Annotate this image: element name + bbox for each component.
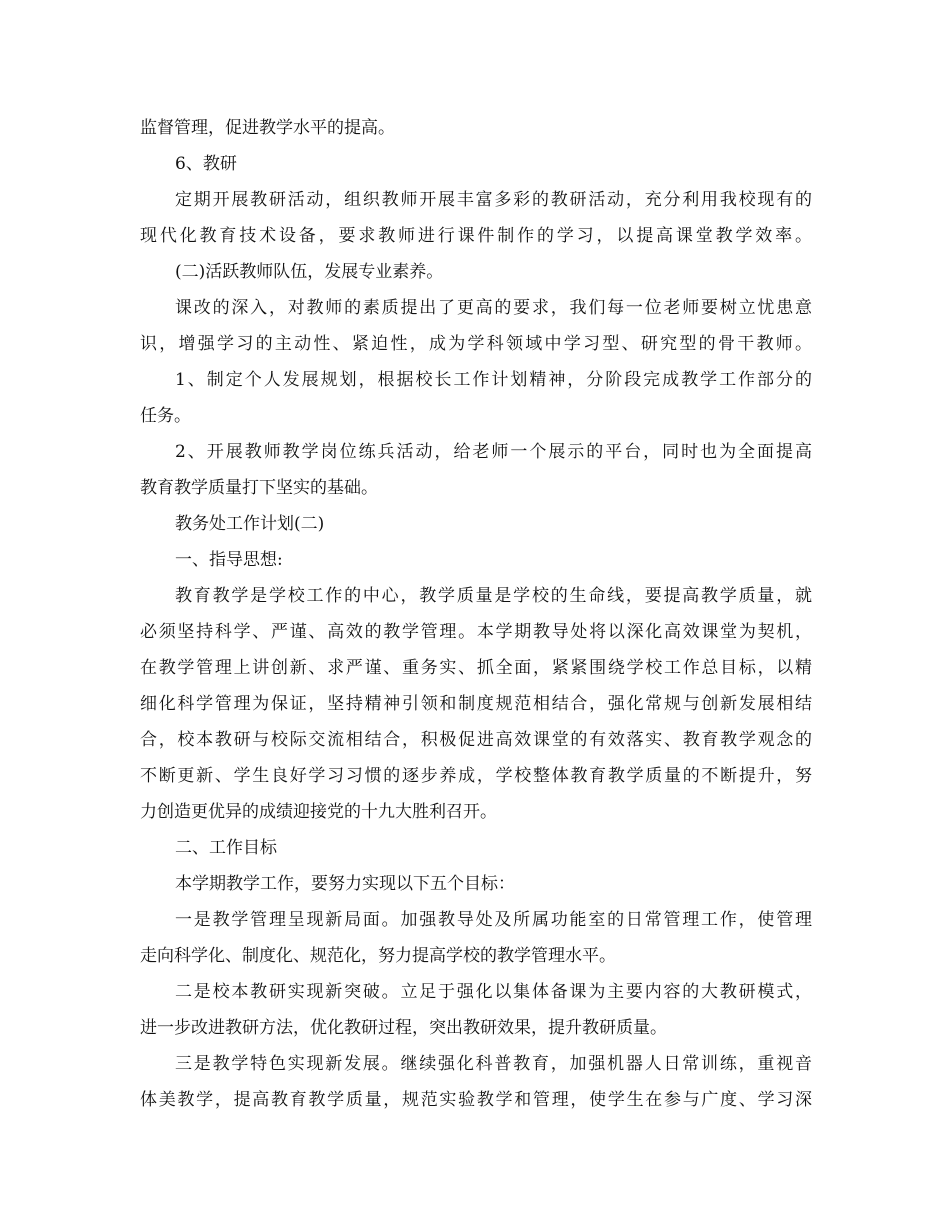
- section-heading: (二)活跃教师队伍，发展专业素养。: [175, 262, 444, 282]
- text-line: 体美教学，提高教育教学质量，规范实验教学和管理，使学生在参与广度、学习深: [140, 1090, 812, 1110]
- text-line: 监督管理，促进教学水平的提高。: [140, 118, 395, 138]
- text-line: 课改的深入，对教师的素质提出了更高的要求，我们每一位老师要树立忧患意: [175, 298, 812, 318]
- text-line: 现代化教育技术设备，要求教师进行课件制作的学习，以提高课堂教学效率。: [140, 226, 812, 246]
- text-line: 在教学管理上讲创新、求严谨、重务实、抓全面，紧紧围绕学校工作总目标，以精: [140, 658, 812, 678]
- text-line: 进一步改进教研方法，优化教研过程，突出教研效果，提升教研质量。: [140, 1018, 667, 1038]
- text-line: 任务。: [140, 406, 191, 426]
- text-line: 教育教学质量打下坚实的基础。: [140, 478, 378, 498]
- text-line: 合，校本教研与校际交流相结合，积极促进高效课堂的有效落实、教育教学观念的: [140, 730, 812, 750]
- section-heading: 一、指导思想:: [175, 550, 283, 570]
- text-line: 定期开展教研活动，组织教师开展丰富多彩的教研活动，充分利用我校现有的: [175, 190, 812, 210]
- text-line: 识，增强学习的主动性、紧迫性，成为学科领域中学习型、研究型的骨干教师。: [140, 334, 812, 354]
- section-heading: 6、教研: [175, 154, 237, 174]
- text-line: 力创造更优异的成绩迎接党的十九大胜利召开。: [140, 802, 497, 822]
- text-line: 一是教学管理呈现新局面。加强教导处及所属功能室的日常管理工作，使管理: [175, 910, 812, 930]
- text-line: 1、制定个人发展规划，根据校长工作计划精神，分阶段完成教学工作部分的: [175, 370, 812, 390]
- text-line: 不断更新、学生良好学习习惯的逐步养成，学校整体教育教学质量的不断提升，努: [140, 766, 812, 786]
- text-line: 二是校本教研实现新突破。立足于强化以集体备课为主要内容的大教研模式，: [175, 982, 812, 1002]
- section-heading: 二、工作目标: [175, 838, 277, 858]
- section-heading: 教务处工作计划(二): [175, 514, 325, 534]
- text-line: 本学期教学工作，要努力实现以下五个目标：: [175, 874, 515, 894]
- text-line: 三是教学特色实现新发展。继续强化科普教育，加强机器人日常训练，重视音: [175, 1054, 812, 1074]
- text-line: 走向科学化、制度化、规范化，努力提高学校的教学管理水平。: [140, 946, 616, 966]
- text-line: 2、开展教师教学岗位练兵活动，给老师一个展示的平台，同时也为全面提高: [175, 442, 812, 462]
- text-line: 教育教学是学校工作的中心，教学质量是学校的生命线，要提高教学质量，就: [175, 586, 812, 606]
- text-line: 细化科学管理为保证，坚持精神引领和制度规范相结合，强化常规与创新发展相结: [140, 694, 812, 714]
- text-line: 必须坚持科学、严谨、高效的教学管理。本学期教导处将以深化高效课堂为契机，: [140, 622, 812, 642]
